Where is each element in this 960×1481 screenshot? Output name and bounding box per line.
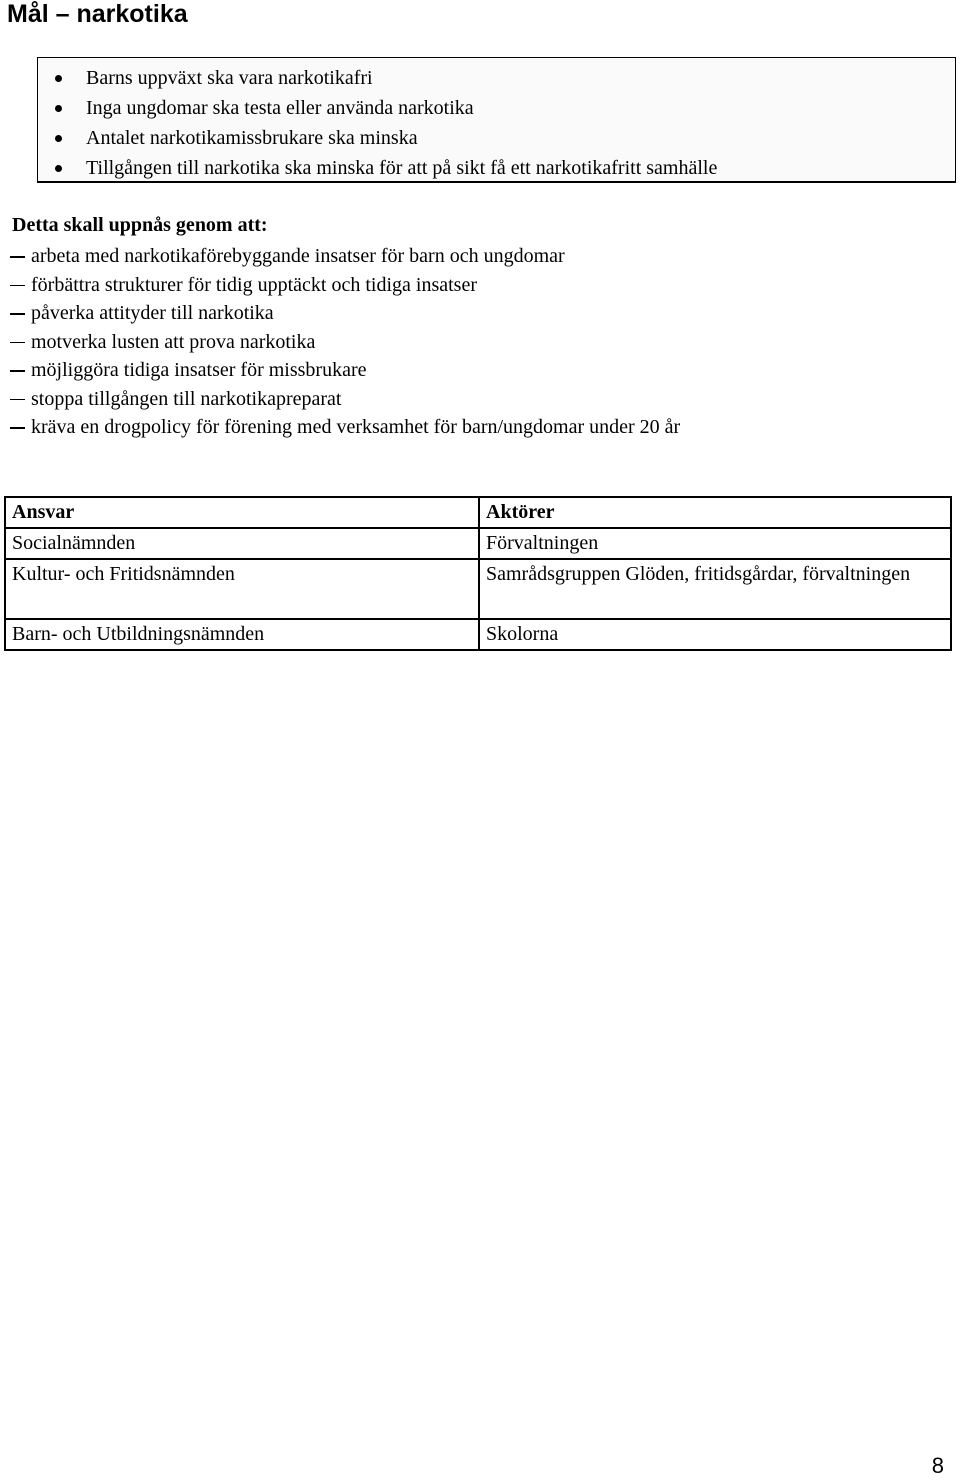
- approach-item: [0, 413, 680, 442]
- approach-list: [0, 242, 680, 442]
- approach-item: [0, 328, 680, 357]
- goal-item-label: Barns uppväxt ska vara narkotikafri: [86, 67, 373, 89]
- approach-item-label: förbättra strukturer för tidig upptäckt och tidiga insatser: [31, 273, 477, 296]
- dash-icon: [10, 313, 25, 315]
- table-header-row: [5, 497, 951, 528]
- goal-item: [38, 153, 717, 183]
- goal-item-label: Antalet narkotikamissbrukare ska minska: [86, 127, 418, 149]
- approach-item: [0, 271, 680, 300]
- table-row: [5, 559, 951, 619]
- approach-item-label: påverka attityder till narkotika: [31, 302, 274, 324]
- goal-item: [38, 93, 717, 123]
- dash-icon: [10, 285, 25, 287]
- dash-icon: [10, 342, 25, 344]
- goals-box: [37, 57, 956, 183]
- approach-heading: Detta skall uppnås genom att:: [12, 214, 268, 236]
- approach-item: [0, 385, 680, 414]
- goal-item: [38, 123, 717, 153]
- responsibility-table: [4, 496, 952, 651]
- approach-item: [0, 242, 680, 271]
- dash-icon: [10, 399, 25, 401]
- bullet-icon: [55, 105, 62, 112]
- approach-item-label: motverka lusten att prova narkotika: [31, 330, 316, 353]
- bullet-icon: [55, 165, 62, 172]
- goal-item: [38, 63, 717, 93]
- approach-item: [0, 299, 680, 328]
- approach-item-label: stoppa tillgången till narkotikapreparat: [31, 387, 342, 410]
- table-cell-ansvar: Barn- och Utbildningsnämnden: [5, 619, 479, 650]
- bullet-icon: [55, 135, 62, 142]
- table-cell-aktorer: Skolorna: [479, 619, 951, 650]
- goals-list: [38, 63, 717, 183]
- table-cell-aktorer: Förvaltningen: [479, 528, 951, 559]
- table-cell-ansvar: Kultur- och Fritidsnämnden: [5, 559, 479, 619]
- approach-item-label: kräva en drogpolicy för förening med verksamhet för barn/ungdomar under 20 år: [31, 416, 681, 438]
- page-title: Mål – narkotika: [7, 0, 188, 28]
- table-cell-aktorer: Samrådsgruppen Glöden, fritidsgårdar, förvaltningen: [479, 559, 951, 619]
- approach-item-label: arbeta med narkotikaförebyggande insatser för barn och ungdomar: [31, 245, 565, 267]
- approach-item: [0, 356, 680, 385]
- dash-icon: [10, 370, 25, 372]
- goal-item-label: Inga ungdomar ska testa eller använda narkotika: [86, 97, 474, 119]
- header-aktorer: Aktörer: [479, 497, 951, 528]
- goal-item-label: Tillgången till narkotika ska minska för att på sikt få ett narkotikafritt samhälle: [86, 157, 718, 179]
- approach-item-label: möjliggöra tidiga insatser för missbrukare: [31, 359, 367, 381]
- page-number: 8: [931, 1453, 944, 1478]
- bullet-icon: [55, 75, 62, 82]
- table-row: [5, 619, 951, 650]
- table-cell-ansvar: Socialnämnden: [5, 528, 479, 559]
- table-row: [5, 528, 951, 559]
- dash-icon: [10, 256, 25, 258]
- header-ansvar: Ansvar: [5, 497, 479, 528]
- dash-icon: [10, 427, 25, 429]
